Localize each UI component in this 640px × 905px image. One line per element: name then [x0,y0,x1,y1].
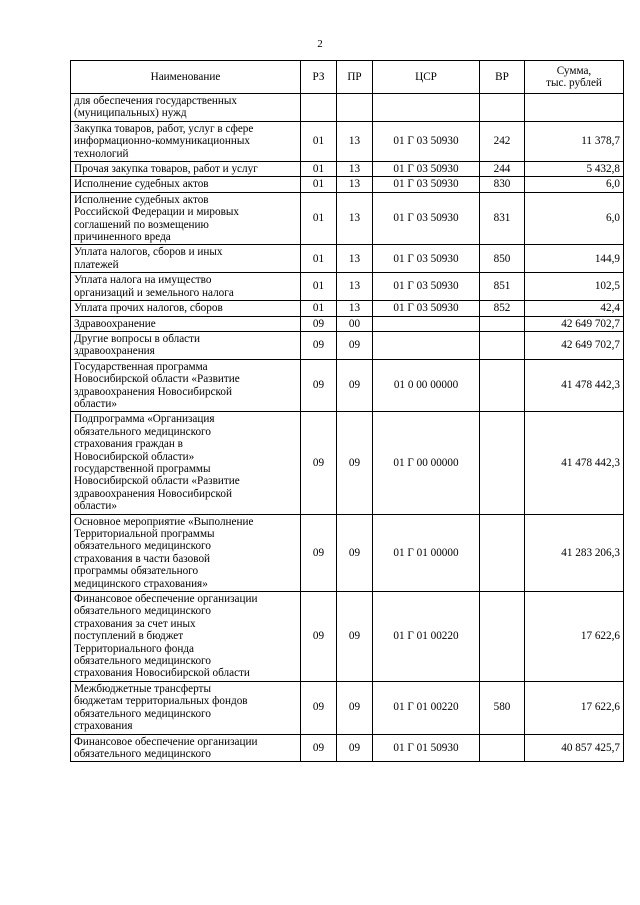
header-sum: Сумма, тыс. рублей [525,61,624,94]
cell-rz: 09 [301,734,337,762]
cell-pr: 09 [337,734,373,762]
cell-name: для обеспечения государственных (муниципальных) нужд [71,94,301,122]
cell-csr [373,94,480,122]
cell-csr: 01 Г 03 50930 [373,121,480,161]
cell-vr: 244 [480,162,525,177]
table-row [71,681,624,734]
cell-sum: 6,0 [525,192,624,245]
cell-pr: 13 [337,162,373,177]
cell-pr: 09 [337,681,373,734]
cell-csr: 01 Г 03 50930 [373,162,480,177]
header-csr: ЦСР [373,61,480,94]
table-row [71,192,624,245]
cell-rz: 01 [301,177,337,192]
cell-name: Прочая закупка товаров, работ и услуг [71,162,301,177]
cell-sum: 40 857 425,7 [525,734,624,762]
cell-vr: 850 [480,245,525,273]
cell-name: Финансовое обеспечение организации обязательного медицинского [71,734,301,762]
cell-csr: 01 Г 01 00220 [373,681,480,734]
cell-sum: 41 478 442,3 [525,359,624,412]
table-row [71,412,624,514]
cell-name: Финансовое обеспечение организации обязательного медицинского страхования за счет иных поступлений в бюджет Территориального фонда обязательного медицинского страхования Новосибирской области [71,592,301,682]
cell-vr: 830 [480,177,525,192]
cell-pr: 09 [337,412,373,514]
cell-rz: 01 [301,162,337,177]
cell-sum: 144,9 [525,245,624,273]
cell-sum: 42 649 702,7 [525,331,624,359]
cell-csr: 01 0 00 00000 [373,359,480,412]
cell-vr [480,592,525,682]
cell-csr: 01 Г 01 00000 [373,514,480,591]
cell-pr [337,94,373,122]
cell-name: Подпрограмма «Организация обязательного медицинского страхования граждан в Новосибирской области» государственной программы Новосибирской области «Развитие здравоохранения Новосибирской области» [71,412,301,514]
table-row [71,121,624,161]
table-row [71,245,624,273]
cell-rz: 01 [301,301,337,316]
cell-name: Основное мероприятие «Выполнение Территориальной программы обязательного медицинского страхования в части базовой программы обязательного медицинского страхования» [71,514,301,591]
cell-vr: 580 [480,681,525,734]
cell-csr: 01 Г 03 50930 [373,273,480,301]
cell-sum [525,94,624,122]
cell-rz: 09 [301,412,337,514]
cell-pr: 09 [337,592,373,682]
cell-rz: 09 [301,681,337,734]
cell-sum: 6,0 [525,177,624,192]
cell-rz: 01 [301,192,337,245]
cell-vr [480,514,525,591]
cell-rz: 09 [301,316,337,331]
table-row [71,734,624,762]
cell-sum: 41 478 442,3 [525,412,624,514]
table-row [71,316,624,331]
cell-pr: 13 [337,192,373,245]
cell-csr [373,331,480,359]
cell-pr: 13 [337,273,373,301]
table-row [71,94,624,122]
cell-vr [480,316,525,331]
cell-vr: 242 [480,121,525,161]
cell-name: Другие вопросы в области здравоохранения [71,331,301,359]
cell-rz: 09 [301,331,337,359]
cell-sum: 102,5 [525,273,624,301]
cell-rz: 01 [301,245,337,273]
cell-pr: 09 [337,331,373,359]
cell-sum: 5 432,8 [525,162,624,177]
header-vr: ВР [480,61,525,94]
cell-vr: 852 [480,301,525,316]
page-number: 2 [317,38,323,50]
cell-pr: 13 [337,301,373,316]
cell-sum: 41 283 206,3 [525,514,624,591]
table-row [71,177,624,192]
cell-csr: 01 Г 03 50930 [373,301,480,316]
cell-csr: 01 Г 01 50930 [373,734,480,762]
table-row [71,359,624,412]
header-name: Наименование [71,61,301,94]
cell-name: Закупка товаров, работ, услуг в сфере информационно-коммуникационных технологий [71,121,301,161]
cell-vr [480,359,525,412]
cell-vr [480,412,525,514]
cell-pr: 13 [337,121,373,161]
cell-vr [480,331,525,359]
cell-vr [480,734,525,762]
cell-csr: 01 Г 00 00000 [373,412,480,514]
cell-csr: 01 Г 01 00220 [373,592,480,682]
cell-pr: 13 [337,177,373,192]
cell-name: Межбюджетные трансферты бюджетам территориальных фондов обязательного медицинского страхования [71,681,301,734]
cell-sum: 17 622,6 [525,592,624,682]
table-row [71,273,624,301]
cell-pr: 09 [337,359,373,412]
table-row [71,514,624,591]
budget-table [70,60,624,762]
table-row [71,331,624,359]
cell-rz: 09 [301,514,337,591]
cell-rz: 01 [301,121,337,161]
cell-name: Уплата налога на имущество организаций и земельного налога [71,273,301,301]
cell-name: Государственная программа Новосибирской области «Развитие здравоохранения Новосибирской области» [71,359,301,412]
cell-csr: 01 Г 03 50930 [373,192,480,245]
cell-vr [480,94,525,122]
cell-name: Здравоохранение [71,316,301,331]
cell-pr: 13 [337,245,373,273]
cell-sum: 17 622,6 [525,681,624,734]
cell-sum: 42 649 702,7 [525,316,624,331]
cell-rz: 01 [301,273,337,301]
table-row [71,592,624,682]
cell-pr: 09 [337,514,373,591]
table-row [71,162,624,177]
cell-name: Исполнение судебных актов Российской Федерации и мировых соглашений по возмещению причиненного вреда [71,192,301,245]
cell-name: Уплата налогов, сборов и иных платежей [71,245,301,273]
table-row [71,301,624,316]
header-pr: ПР [337,61,373,94]
cell-csr [373,316,480,331]
cell-name: Уплата прочих налогов, сборов [71,301,301,316]
cell-rz: 09 [301,592,337,682]
cell-pr: 00 [337,316,373,331]
cell-csr: 01 Г 03 50930 [373,177,480,192]
table-header-row [71,61,624,94]
cell-vr: 831 [480,192,525,245]
cell-sum: 42,4 [525,301,624,316]
cell-rz [301,94,337,122]
cell-sum: 11 378,7 [525,121,624,161]
cell-rz: 09 [301,359,337,412]
cell-vr: 851 [480,273,525,301]
cell-name: Исполнение судебных актов [71,177,301,192]
cell-csr: 01 Г 03 50930 [373,245,480,273]
header-rz: РЗ [301,61,337,94]
